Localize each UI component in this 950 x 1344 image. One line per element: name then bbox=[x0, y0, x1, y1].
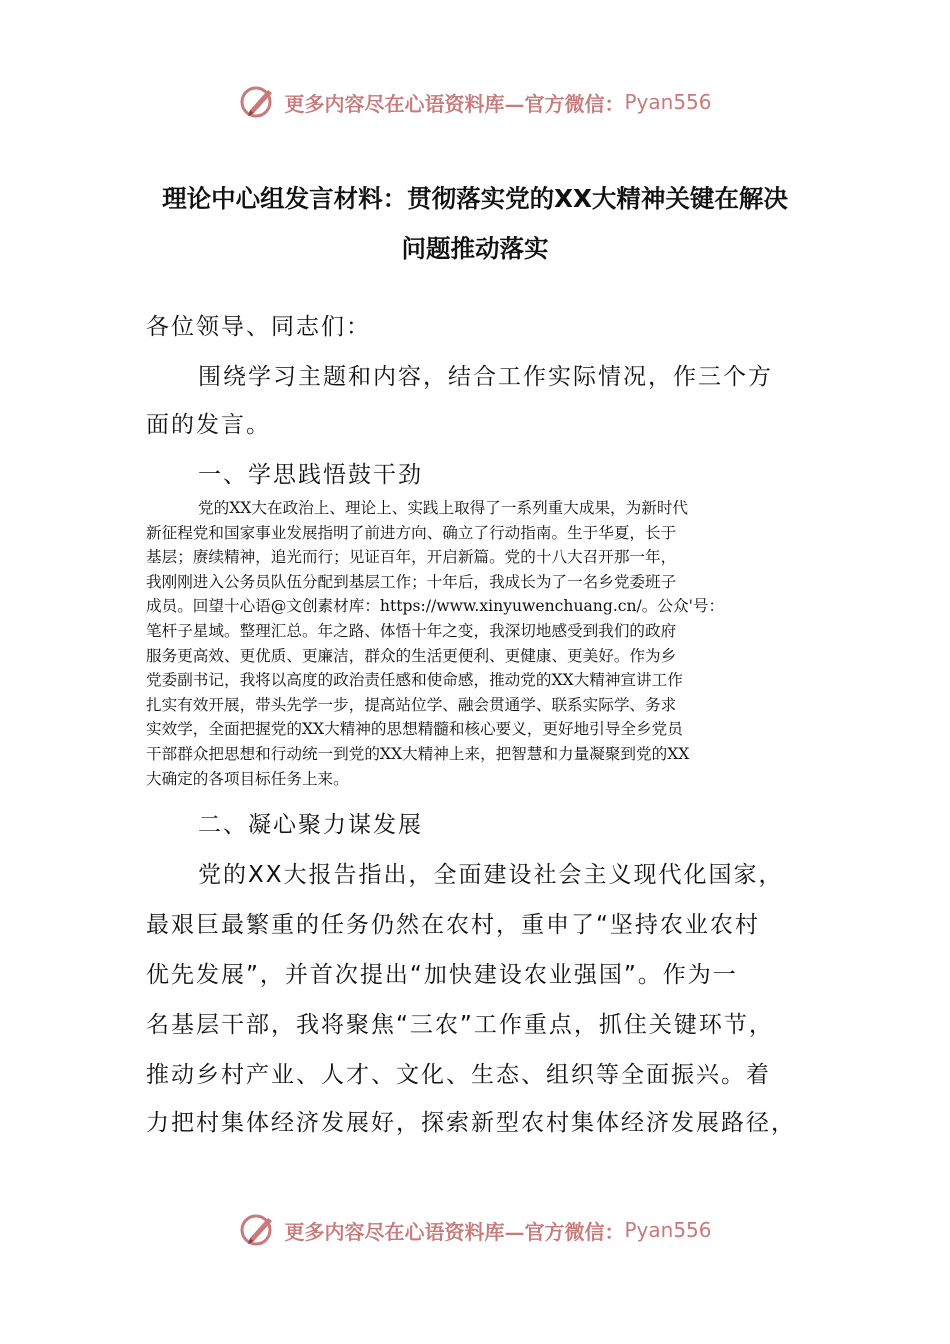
section1-line: 大确定的各项目标任务上来。 bbox=[146, 769, 349, 788]
section2-line: 力把村集体经济发展好，探索新型农村集体经济发展路径， bbox=[146, 1110, 796, 1136]
section1-line: 党的XX大在政治上、理论上、实践上取得了一系列重大成果，为新时代 bbox=[198, 499, 689, 517]
section1-line: 我刚刚进入公务员队伍分配到基层工作；十年后，我成长为了一名乡党委班子 bbox=[146, 572, 677, 591]
banner-brand-text: 更多内容尽在心语资料库— bbox=[284, 91, 525, 116]
section1-line: 新征程党和国家事业发展指明了前进方向、确立了行动指南。生于华夏，长于 bbox=[146, 523, 677, 542]
section1-line: 扎实有效开展，带头先学一步，提高站位学、融会贯通学、联系实际学、务求 bbox=[146, 695, 677, 714]
section1-line: 笔杆子星域。整理汇总。年之路、体悟十年之变，我深切地感受到我们的政府 bbox=[146, 621, 677, 640]
footer-banner bbox=[0, 1208, 950, 1252]
section2-line: 优先发展”，并首次提出“加快建设农业强国”。作为一 bbox=[146, 962, 738, 988]
banner-handle: Pyan556 bbox=[624, 90, 712, 114]
banner-handle: Pyan556 bbox=[624, 1218, 712, 1242]
banner-brand-text: 更多内容尽在心语资料库— bbox=[284, 1219, 525, 1244]
pen-logo-icon bbox=[238, 82, 278, 122]
section1-line: 基层；赓续精神，追光而行；见证百年，开启新篇。党的十八大召开那一年， bbox=[146, 548, 677, 567]
section1-line: 党委副书记，我将以高度的政治责任感和使命感，推动党的XX大精神宣讲工作 bbox=[146, 671, 683, 690]
header-banner bbox=[0, 80, 950, 124]
intro-line-1: 围绕学习主题和内容，结合工作实际情况，作三个方 bbox=[198, 364, 773, 390]
banner-contact-label: 官方微信： bbox=[524, 91, 625, 116]
salutation: 各位领导、同志们： bbox=[146, 314, 371, 340]
pen-logo-icon bbox=[238, 1210, 278, 1250]
document-title-line-1: 理论中心组发言材料：贯彻落实党的XX大精神关键在解决 bbox=[162, 184, 788, 213]
section2-line: 推动乡村产业、人才、文化、生态、组织等全面振兴。着 bbox=[146, 1062, 771, 1088]
section2-line: 最艰巨最繁重的任务仍然在农村，重申了“坚持农业农村 bbox=[146, 912, 760, 938]
section1-line: 干部群众把思想和行动统一到党的XX大精神上来，把智慧和力量凝聚到党的XX bbox=[146, 744, 690, 763]
intro-line-2: 面的发言。 bbox=[146, 412, 271, 438]
section1-paragraph bbox=[146, 496, 826, 791]
section-heading-2: 二、凝心聚力谋发展 bbox=[198, 812, 423, 838]
section1-line: 服务更高效、更优质、更廉洁，群众的生活更便利、更健康、更美好。作为乡 bbox=[146, 646, 677, 665]
section2-line: 党的XX大报告指出，全面建设社会主义现代化国家， bbox=[198, 862, 784, 888]
section2-line: 名基层干部，我将聚焦“三农”工作重点，抓住关键环节， bbox=[146, 1012, 774, 1038]
document-title-line-2: 问题推动落实 bbox=[401, 234, 549, 263]
section-heading-1: 一、学思践悟鼓干劲 bbox=[198, 462, 423, 488]
section1-line: 实效学，全面把握党的XX大精神的思想精髓和核心要义，更好地引导全乡党员 bbox=[146, 720, 683, 739]
banner-contact-label: 官方微信： bbox=[524, 1219, 625, 1244]
section1-line: 成员。回望十心语@文创素材库：https://www.xinyuwenchuang.cn/。公众'号： bbox=[146, 597, 725, 616]
